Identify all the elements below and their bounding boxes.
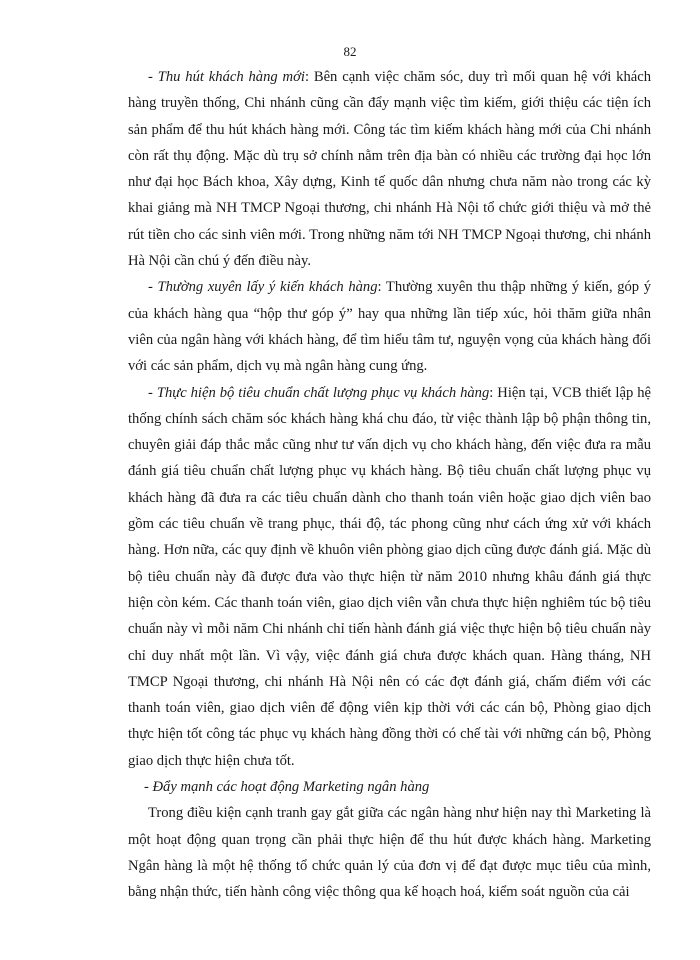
paragraph-text: : Hiện tại, VCB thiết lập hệ thống chính sách chăm sóc khách hàng khá chu đáo, từ việc thành lập bộ phận thông tin, chuyên giải đáp thắc mắc cũng như tư vấn dịch vụ cho khách hàng, đến việc đưa ra mẫu đánh giá tiêu chuẩn chất lượng phục vụ khách hàng. Bộ tiêu chuẩn chất lượng phục vụ khách hàng đã đưa ra các tiêu chuẩn dành cho thanh toán viên hoặc giao dịch viên bao gồm các tiêu chuẩn về trang phục, thái độ, tác phong cũng như cách ứng xử với khách hàng. Hơn nữa, các quy định về khuôn viên phòng giao dịch cũng được đánh giá. Mặc dù bộ tiêu chuẩn này đã được đưa vào thực hiện từ năm 2010 nhưng khâu đánh giá thực hiện còn kém. Các thanh toán viên, giao dịch viên vẫn chưa thực hiện nghiêm túc bộ tiêu chuẩn này vì mỗi năm Chi nhánh chỉ tiến hành đánh giá việc thực hiện bộ tiêu chuẩn này chỉ duy nhất một lần. Vì vậy, việc đánh giá chưa được khách quan. Hàng tháng, NH TMCP Ngoại thương, chi nhánh Hà Nội nên có các đợt đánh giá, chấm điểm với các thanh toán viên, giao dịch viên để động viên kịp thời với các cán bộ, Phòng giao dịch thực hiện tốt công tác phục vụ khách hàng đồng thời có chế tài với những cán bộ, Phòng giao dịch thực hiện chưa tốt. <box>128 384 652 769</box>
section-heading: - Đẩy mạnh các hoạt động Marketing ngân hàng <box>144 779 430 796</box>
page-number: 82 <box>343 44 357 59</box>
paragraph-service-standards <box>128 380 651 774</box>
paragraph-text: : Thường xuyên thu thập những ý kiến, góp ý của khách hàng qua “hộp thư góp ý” hay qua những lần tiếp xúc, hỏi thăm giữa nhân viên của ngân hàng với khách hàng, để tìm hiểu tâm tư, nguyện vọng của khách hàng đối với các sản phẩm, dịch vụ mà ngân hàng cung ứng. <box>128 279 651 375</box>
paragraph-lead: - Thực hiện bộ tiêu chuẩn chất lượng phục vụ khách hàng <box>148 384 490 401</box>
paragraph-customer-feedback <box>128 274 651 379</box>
paragraph-marketing: Trong điều kiện cạnh tranh gay gắt giữa các ngân hàng như hiện nay thì Marketing là một hoạt động quan trọng cần phải thực hiện để thu hút được khách hàng. Marketing Ngân hàng là một hệ thống tổ chức quản lý của đơn vị để đạt được mục tiêu của mình, bằng nhận thức, tiến hành công việc thông qua kế hoạch hoá, kiểm soát nguồn của cải <box>128 805 651 901</box>
paragraph-text: : Bên cạnh việc chăm sóc, duy trì mối quan hệ với khách hàng truyền thống, Chi nhánh cũng cần đẩy mạnh việc tìm kiếm, giới thiệu các tiện ích sản phẩm để thu hút khách hàng mới. Công tác tìm kiếm khách hàng mới của Chi nhánh còn rất thụ động. Mặc dù trụ sở chính nằm trên địa bàn có nhiều các trường đại học lớn như đại học Bách khoa, Xây dựng, Kinh tế quốc dân nhưng chưa năm nào trong các kỳ khai giảng mà NH TMCP Ngoại thương, chi nhánh Hà Nội tổ chức giới thiệu và mở thẻ rút tiền cho các sinh viên mới. Trong những năm tới NH TMCP Ngoại thương, chi nhánh Hà Nội cần chú ý đến điều này. <box>128 69 651 270</box>
paragraph-lead: - Thường xuyên lấy ý kiến khách hàng <box>148 279 378 296</box>
paragraph-lead: - Thu hút khách hàng mới <box>148 69 305 85</box>
paragraph-new-customers <box>128 64 651 274</box>
body-text <box>128 64 651 906</box>
